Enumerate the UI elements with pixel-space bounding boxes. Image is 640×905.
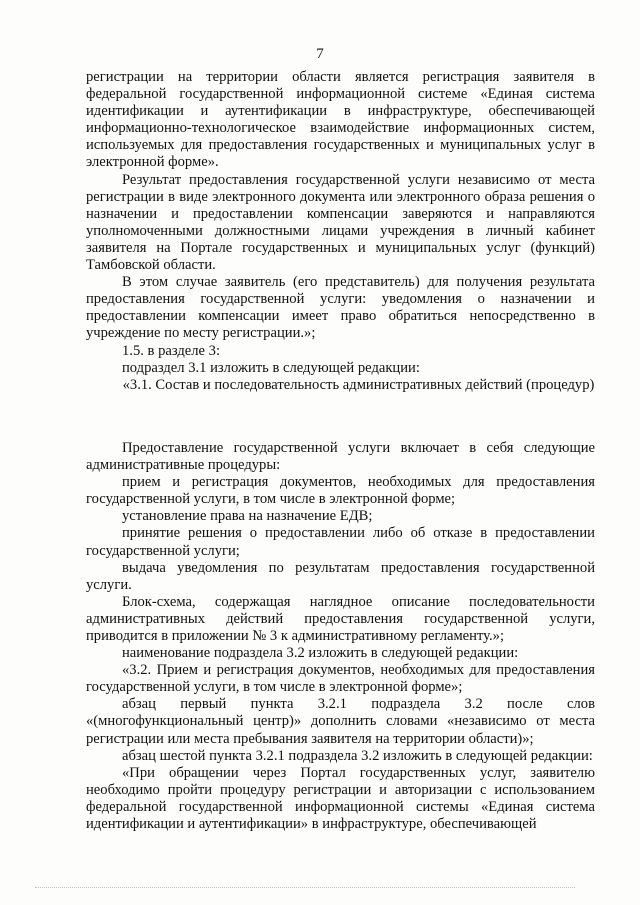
paragraph: выдача уведомления по результатам предоставления государственной услуги. — [86, 559, 595, 593]
paragraph: абзац шестой пункта 3.2.1 подраздела 3.2 изложить в следующей редакции: — [122, 747, 593, 764]
paragraph: регистрации на территории области является регистрация заявителя в федеральной государственной информационной системе «Единая система идентификации и аутентификации в инфраструктуре, обеспечивающей информационно-технологическое взаимодействие информационных систем, используемых для предоставления государственных и муниципальных услуг в электронной форме». — [86, 69, 595, 171]
paragraph: подраздел 3.1 изложить в следующей редакции: — [122, 359, 420, 376]
paragraph: Результат предоставления государственной услуги независимо от места регистрации в виде электронного документа или электронного образа решения о назначении и предоставлении компенсации заверяются и направляются уполномоченными должностными лицами учреждения в личный кабинет заявителя на Портале государственных и муниципальных услуг (функций) Тамбовской области. — [86, 171, 595, 274]
paragraph: «3.2. Прием и регистрация документов, необходимых для предоставления государственной услуги, в том числе в электронной форме»; — [86, 662, 595, 696]
blank-line — [86, 408, 595, 425]
paragraph: абзац первый пункта 3.2.1 подраздела 3.2 после слов «(многофункциональный центр)» дополнить словами «независимо от места регистрации или места пребывания заявителя на территории области)»; — [86, 696, 595, 747]
paragraph: принятие решения о предоставлении либо об отказе в предоставлении государственной услуги; — [86, 525, 595, 559]
paragraph: В этом случае заявитель (его представитель) для получения результата предоставления государственной услуги: уведомления о назначении и предоставлении компенсации имеет право обратиться непосредственно в учреждение по месту регистрации.»; — [86, 274, 595, 342]
paragraph: установление права на назначение ЕДВ; — [122, 508, 373, 525]
page-number: 7 — [316, 46, 324, 62]
scan-artifact-line — [35, 887, 575, 888]
paragraph: прием и регистрация документов, необходимых для предоставления государственной услуги, в том числе в электронной форме; — [86, 474, 595, 508]
paragraph: 1.5. в разделе 3: — [122, 342, 221, 359]
paragraph: «При обращении через Портал государственных услуг, заявителю необходимо пройти процедуру регистрации и авторизации с использованием федеральной государственной информационной системы «Единая система идентификации и аутентификации» в инфраструктуре, обеспечивающей — [86, 764, 595, 833]
document-body — [86, 69, 595, 833]
section-heading: «3.1. Состав и последовательность административных действий (процедур) — [122, 376, 595, 393]
paragraph: Предоставление государственной услуги включает в себя следующие административные процедуры: — [86, 439, 595, 474]
paragraph: Блок-схема, содержащая наглядное описание последовательности административных действий предоставления государственной услуги, приводится в приложении № 3 к административному регламенту.»; — [86, 593, 595, 644]
paragraph: наименование подраздела 3.2 изложить в следующей редакции: — [122, 645, 519, 662]
